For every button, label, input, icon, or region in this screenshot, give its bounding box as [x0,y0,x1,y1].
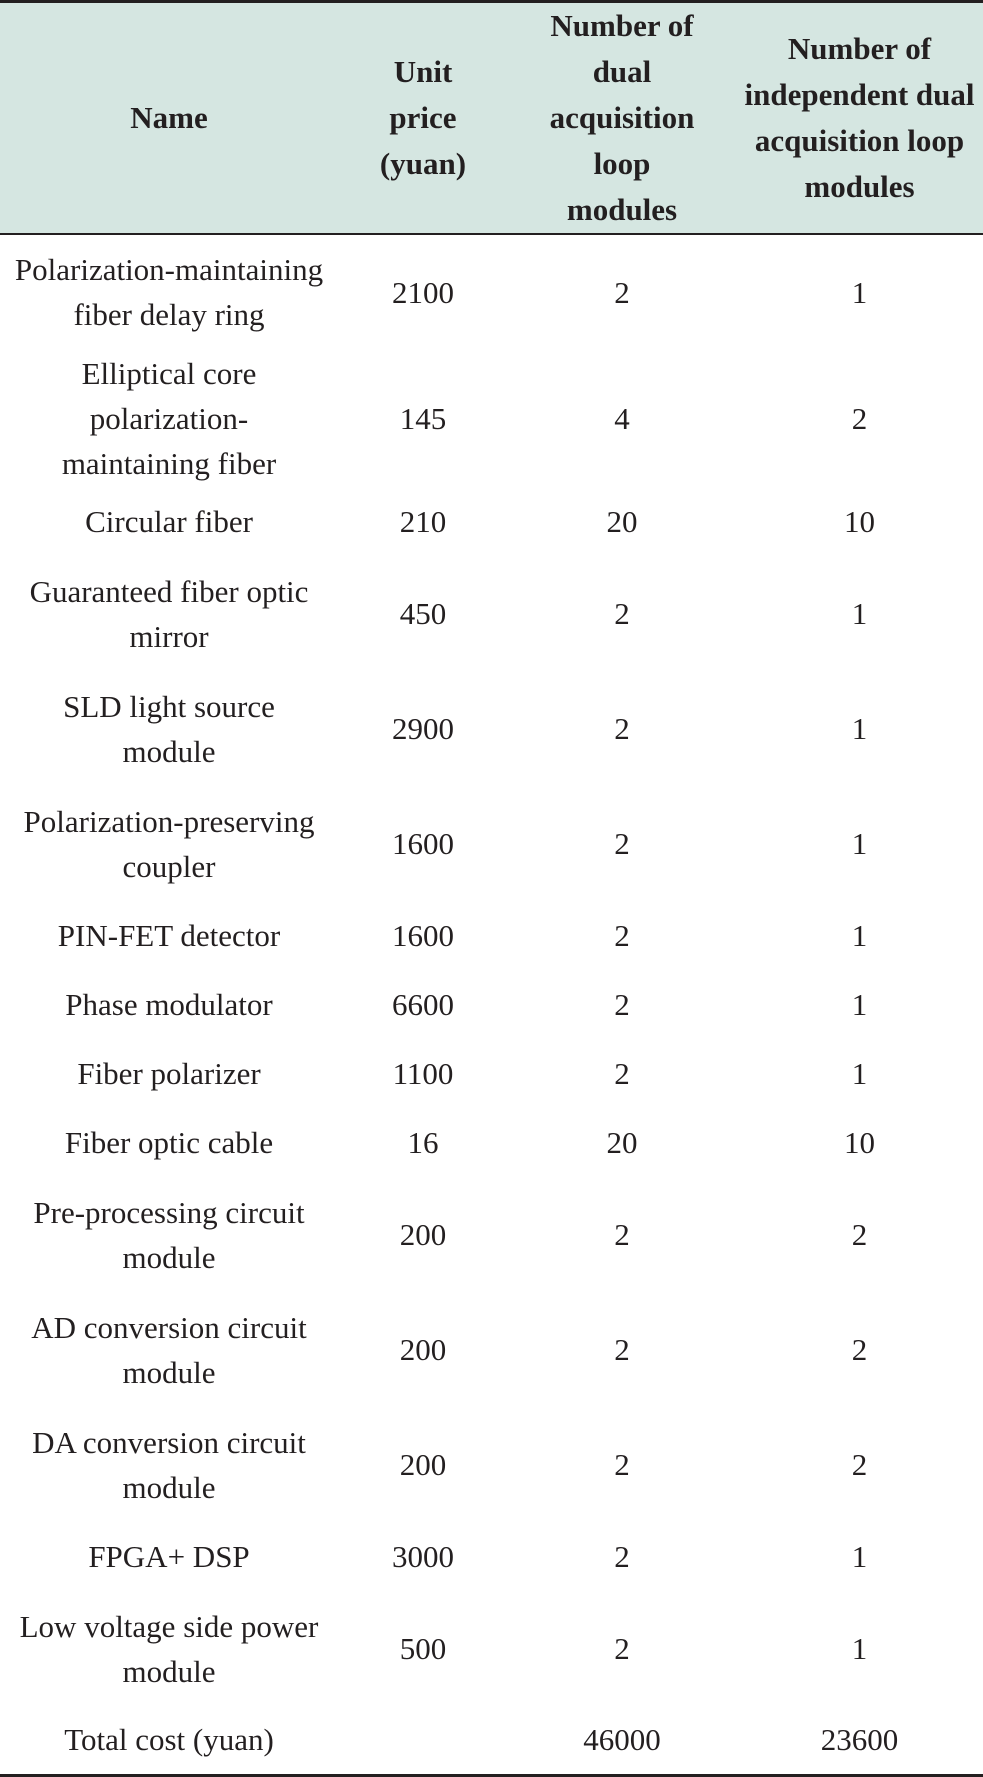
cell-dual: 2 [614,918,630,953]
table-row [0,671,983,786]
cell-dual: 20 [606,1125,638,1160]
table-row [0,1407,983,1522]
cell-independent: 1 [851,918,868,953]
total-independent: 23600 [736,1706,983,1775]
cell-independent: 2 [851,1217,868,1252]
cell-dual: 2 [614,1539,630,1574]
cell-name: Low voltage side power module [19,1608,319,1689]
table-row [0,1591,983,1706]
cell-dual: 2 [614,1056,630,1091]
cell-unit-price: 6600 [392,987,454,1022]
cell-unit-price: 2100 [392,274,454,310]
cell-independent: 2 [851,400,868,436]
cell-unit-price: 500 [399,1631,447,1666]
cell-independent: 1 [851,596,868,631]
header-dual-count: Number of dual acquisition loop modules [508,2,736,235]
cell-name: PIN-FET detector [57,918,281,953]
cell-independent: 2 [851,1447,868,1482]
table-row [0,901,983,970]
cell-dual: 2 [614,596,630,631]
cell-name: SLD light source module [63,688,275,769]
cell-unit-price: 16 [407,1125,439,1160]
cell-name: Elliptical core polarization-maintaining fiber [61,355,277,481]
header-independent-count: Number of independent dual acquisition loop modules [736,2,983,235]
cell-unit-price: 210 [399,504,447,539]
cell-dual: 2 [614,987,630,1022]
cell-independent: 1 [851,826,868,861]
cell-name: Fiber polarizer [77,1056,261,1091]
cell-dual: 2 [614,1447,630,1482]
header-unit-price: Unit price (yuan) [338,2,508,235]
cell-name: Pre-processing circuit module [33,1194,305,1275]
table-row [0,1522,983,1591]
table-row [0,1039,983,1108]
cell-unit-price: 450 [399,596,447,631]
cell-independent: 1 [851,711,868,746]
cell-name: Polarization-preserving coupler [23,803,315,884]
total-row [0,1706,983,1775]
cell-dual: 2 [614,826,630,861]
cell-dual: 2 [614,1217,630,1252]
cell-dual: 4 [614,400,630,436]
cell-name: Fiber optic cable [64,1125,274,1160]
cell-independent: 2 [851,1332,868,1367]
cell-independent: 1 [851,274,868,310]
cell-name: Polarization-maintaining fiber delay ring [14,252,324,332]
cell-name: Circular fiber [85,504,253,539]
cell-unit-price: 145 [399,400,447,436]
total-dual: 46000 [508,1706,736,1775]
cell-unit-price: 200 [399,1217,447,1252]
cell-independent: 10 [844,504,875,539]
cell-independent: 1 [851,1631,868,1666]
table-row [0,1177,983,1292]
cell-dual: 2 [614,1332,630,1367]
cell-unit-price: 3000 [392,1539,454,1574]
cell-independent: 10 [844,1125,875,1160]
cell-dual: 20 [606,504,638,539]
total-unit-price [338,1706,508,1775]
total-label: Total cost (yuan) [0,1706,338,1775]
header-name: Name [0,2,338,235]
cell-name: AD conversion circuit module [31,1309,307,1390]
cell-independent: 1 [851,1056,868,1091]
table-row [0,556,983,671]
table-row [0,786,983,901]
cell-dual: 2 [614,1631,630,1666]
table-header-row [0,2,983,235]
cell-unit-price: 1600 [392,826,454,861]
cell-dual: 2 [614,711,630,746]
cell-name: Guaranteed fiber optic mirror [29,573,309,654]
cell-unit-price: 1600 [392,918,454,953]
table-row [0,234,983,349]
cell-dual: 2 [614,274,630,310]
table-row [0,349,983,487]
cell-unit-price: 200 [399,1447,447,1482]
cell-independent: 1 [851,987,868,1022]
cell-unit-price: 200 [399,1332,447,1367]
table-row [0,1108,983,1177]
cell-independent: 1 [851,1539,868,1574]
cell-name: FPGA+ DSP [88,1539,250,1574]
cell-unit-price: 1100 [392,1056,454,1091]
cell-name: Phase modulator [65,987,273,1022]
table-row [0,970,983,1039]
cell-unit-price: 2900 [392,711,454,746]
table-row [0,487,983,556]
cell-name: DA conversion circuit module [32,1424,306,1505]
table-row [0,1292,983,1407]
